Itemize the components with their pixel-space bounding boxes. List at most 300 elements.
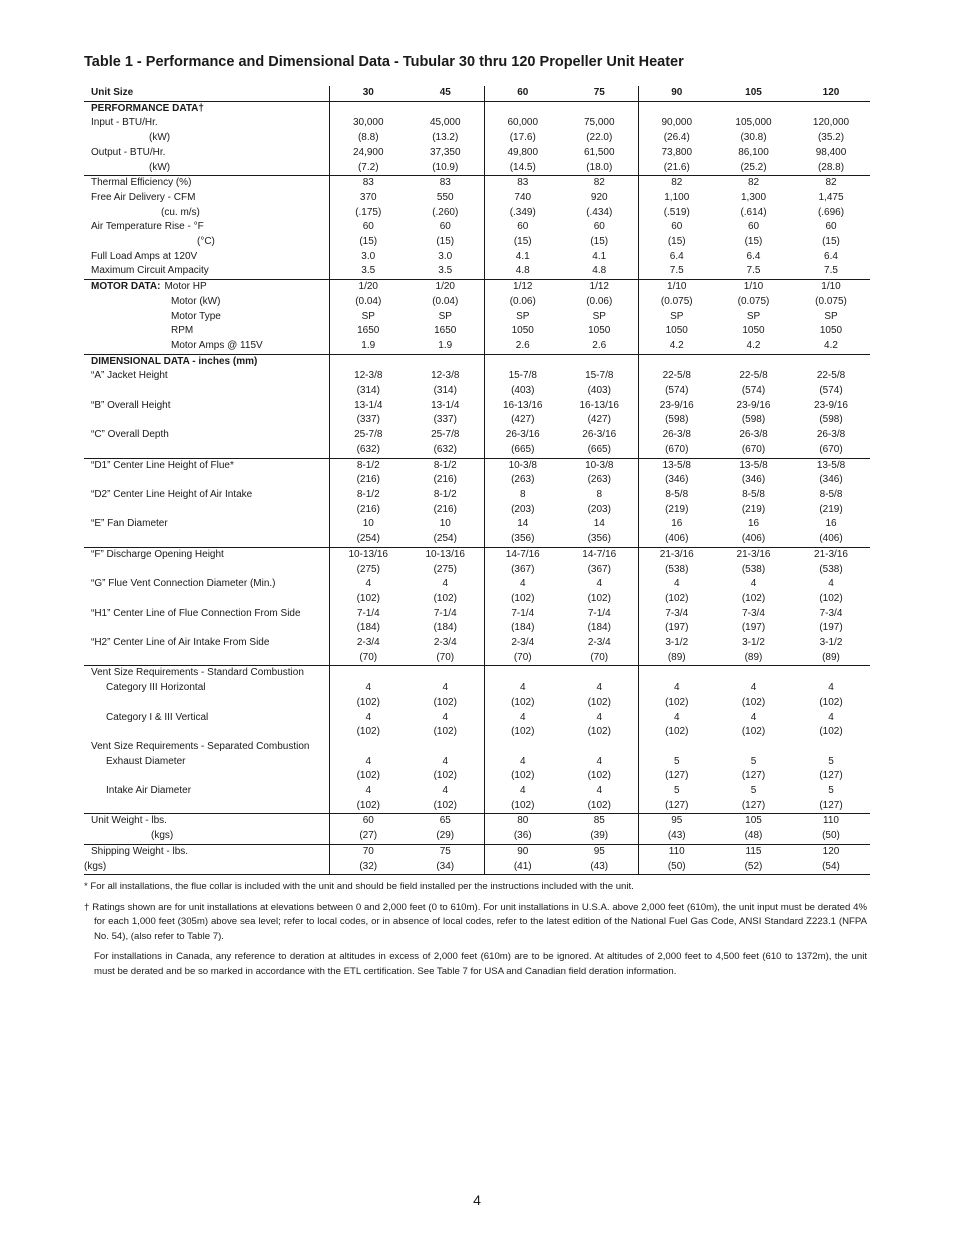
value-cell: 8-5/8	[742, 488, 765, 500]
value-cell	[329, 354, 407, 369]
row-label-text: Full Load Amps at 120V	[91, 250, 198, 262]
value-cell: 4.8	[592, 265, 607, 277]
value-cell: (102)	[484, 592, 561, 607]
table-row	[84, 636, 870, 651]
value-cell: SP	[638, 310, 715, 325]
value-cell: 23-9/16	[638, 399, 715, 414]
table-row	[84, 220, 870, 235]
value-cell: 60	[747, 221, 760, 233]
value-cell: (102)	[433, 726, 457, 738]
row-label-text: “C” Overall Depth	[91, 429, 169, 441]
value-cell: (.349)	[484, 206, 561, 221]
value-cell: SP	[592, 310, 606, 322]
value-cell: 80	[484, 814, 561, 829]
value-cell: (403)	[484, 384, 561, 399]
value-cell: 60	[825, 221, 837, 233]
value-cell: 60,000	[484, 116, 561, 131]
table-row	[84, 280, 870, 295]
value-cell: 16-13/16	[484, 399, 561, 414]
value-cell	[638, 740, 715, 755]
value-cell	[484, 666, 561, 681]
value-cell: (598)	[638, 413, 715, 428]
value-cell: 26-3/16	[582, 429, 617, 441]
value-cell: 4	[484, 681, 561, 696]
value-cell	[329, 666, 407, 681]
value-cell: (102)	[433, 799, 457, 811]
value-cell: (219)	[819, 503, 843, 515]
value-cell: (102)	[819, 726, 843, 738]
value-cell: (0.04)	[432, 295, 459, 307]
value-cell: (574)	[741, 385, 766, 397]
value-cell: 7-1/4	[329, 607, 407, 622]
row-label-text: Unit Weight - lbs.	[91, 815, 167, 827]
row-label-text: “H1” Center Line of Flue Connection From Side	[91, 607, 301, 619]
value-cell: 8	[484, 488, 561, 503]
row-label-text: Intake Air Diameter	[106, 785, 192, 797]
canada-note: For installations in Canada, any reference to deration at altitudes in excess of 2,000 feet (610m) are to be ignored. At altitudes of 2,000 feet to 4,500 feet (610 to 1372m), the unit must be derated and be so marked in accordance with the ETL certification. See Table 7 for USA and Canadian field deration information.	[94, 951, 867, 977]
value-cell: 14	[484, 517, 561, 532]
row-label	[84, 220, 329, 235]
value-cell: 105,000	[735, 117, 772, 129]
value-cell: (15)	[329, 235, 407, 250]
row-label-text: “D1” Center Line Height of Flue*	[91, 459, 234, 471]
value-cell: (15)	[436, 236, 455, 248]
value-cell: (70)	[436, 651, 455, 663]
value-cell: (36)	[484, 829, 561, 844]
value-cell: 1,100	[638, 191, 715, 206]
table-row	[84, 621, 870, 636]
value-cell: (406)	[638, 532, 715, 547]
row-label-text: Motor Type	[171, 310, 221, 322]
value-cell: 1050	[484, 324, 561, 339]
row-label	[84, 607, 329, 622]
row-label-text: “E” Fan Diameter	[91, 518, 168, 530]
value-cell: 60	[593, 221, 605, 233]
row-label	[84, 577, 329, 592]
value-cell: 15-7/8	[484, 369, 561, 384]
row-label-text: Output - BTU/Hr.	[91, 146, 166, 158]
row-label	[84, 146, 329, 161]
value-cell: 86,100	[738, 146, 769, 158]
value-cell: (27)	[329, 829, 407, 844]
value-cell: (263)	[587, 474, 611, 486]
value-cell: 60	[329, 814, 407, 829]
row-label	[84, 860, 329, 875]
value-cell: (0.075)	[638, 295, 715, 310]
value-cell: 5	[750, 785, 757, 797]
value-cell: 1/12	[484, 280, 561, 295]
table-row	[84, 577, 870, 592]
value-cell: 4.1	[592, 250, 607, 262]
value-cell: 1.9	[438, 339, 453, 351]
value-cell: (275)	[329, 563, 407, 578]
value-cell: (.614)	[740, 206, 767, 218]
row-label	[84, 696, 329, 711]
value-cell: (337)	[433, 414, 457, 426]
value-cell: 4.1	[484, 250, 561, 265]
row-label	[84, 369, 329, 384]
footnotes	[84, 880, 867, 986]
value-cell: (670)	[638, 443, 715, 458]
value-cell: 16	[747, 518, 760, 530]
row-label-text: Motor Amps @ 115V	[171, 339, 263, 351]
value-cell: (538)	[741, 563, 766, 575]
value-cell: 7-3/4	[638, 607, 715, 622]
value-cell: (574)	[638, 384, 715, 399]
row-label	[84, 829, 329, 844]
value-cell: 85	[561, 814, 638, 829]
value-cell: 26-3/8	[816, 429, 846, 441]
value-cell: 110	[638, 844, 715, 859]
value-cell	[638, 101, 715, 116]
size-header: 30	[329, 86, 407, 101]
value-cell: (406)	[741, 533, 766, 545]
value-cell: (21.6)	[638, 161, 715, 176]
table-row	[84, 116, 870, 131]
value-cell: 7-1/4	[587, 607, 611, 619]
value-cell: 6.4	[638, 250, 715, 265]
value-cell: (89)	[822, 651, 840, 663]
value-cell: 1050	[742, 325, 765, 337]
value-cell: (219)	[638, 503, 715, 518]
table-row	[84, 784, 870, 799]
row-label	[84, 458, 329, 473]
table-row	[84, 235, 870, 250]
row-label-text: Category III Horizontal	[106, 682, 206, 694]
value-cell: (184)	[587, 622, 611, 634]
row-label	[84, 116, 329, 131]
value-cell: (14.5)	[484, 161, 561, 176]
value-cell: 4	[828, 578, 834, 590]
value-cell: 4	[750, 711, 757, 723]
value-cell: 90	[484, 844, 561, 859]
value-cell: 1/20	[407, 280, 484, 295]
value-cell: 5	[828, 785, 834, 797]
table-row	[84, 384, 870, 399]
row-label-text: MOTOR DATA:	[91, 281, 161, 293]
row-label	[84, 206, 329, 221]
value-cell: 7-3/4	[819, 607, 843, 619]
row-label	[84, 131, 329, 146]
value-cell: 12-3/8	[329, 369, 407, 384]
value-cell: 13-5/8	[715, 458, 792, 473]
value-cell: (10.9)	[432, 161, 459, 173]
value-cell: 90,000	[638, 116, 715, 131]
value-cell: 1050	[819, 325, 843, 337]
value-cell: (35.2)	[817, 132, 845, 144]
value-cell: 60	[484, 220, 561, 235]
value-cell	[638, 354, 715, 369]
value-cell: (0.06)	[484, 295, 561, 310]
value-cell: 8-1/2	[329, 458, 407, 473]
table-row	[84, 176, 870, 191]
value-cell: 4	[596, 785, 603, 797]
table-row	[84, 563, 870, 578]
value-cell: 110	[792, 814, 870, 829]
row-label-text: Vent Size Requirements - Separated Combustion	[91, 740, 310, 752]
header-row	[84, 86, 870, 101]
value-cell: (263)	[484, 473, 561, 488]
page-number: 4	[473, 1192, 481, 1208]
row-label-text: (kW)	[149, 161, 171, 173]
row-label	[84, 264, 329, 279]
table-row	[84, 651, 870, 666]
row-label	[84, 354, 329, 369]
row-label	[84, 295, 329, 310]
value-cell: 4	[828, 682, 834, 694]
value-cell: 4	[442, 682, 449, 694]
value-cell: (0.075)	[815, 295, 847, 307]
value-cell	[561, 666, 638, 681]
value-cell: 4	[442, 578, 449, 590]
value-cell: 6.4	[746, 250, 761, 262]
value-cell: 1650	[434, 325, 457, 337]
value-cell: 1,475	[818, 191, 844, 203]
value-cell: 2.6	[592, 339, 607, 351]
value-cell: 45,000	[429, 117, 461, 129]
value-cell: 3-1/2	[638, 636, 715, 651]
value-cell: 25-7/8	[431, 429, 460, 441]
value-cell: 4	[596, 755, 603, 767]
value-cell: 22-5/8	[816, 370, 846, 382]
table-row	[84, 413, 870, 428]
value-cell: (34)	[407, 860, 484, 875]
value-cell: 14	[593, 518, 605, 530]
row-label-text: Thermal Efficiency (%)	[91, 177, 192, 189]
value-cell: (102)	[433, 696, 457, 708]
table-row	[84, 324, 870, 339]
value-cell: (574)	[819, 385, 843, 397]
value-cell: 60	[439, 221, 451, 233]
row-label	[84, 488, 329, 503]
value-cell: (356)	[587, 533, 611, 545]
value-cell: 14-7/16	[561, 547, 638, 562]
table-row	[84, 399, 870, 414]
value-cell: 8-1/2	[329, 488, 407, 503]
value-cell: (337)	[329, 413, 407, 428]
value-cell	[407, 740, 484, 755]
value-cell: 1650	[329, 324, 407, 339]
value-cell: 8-1/2	[407, 458, 484, 473]
table-row	[84, 814, 870, 829]
table-row	[84, 264, 870, 279]
value-cell: (7.2)	[329, 161, 407, 176]
value-cell: 7-1/4	[484, 607, 561, 622]
value-cell: (8.8)	[329, 131, 407, 146]
value-cell: (197)	[819, 622, 843, 634]
value-cell: 4.8	[484, 264, 561, 279]
value-cell: 4	[442, 711, 449, 723]
value-cell: 83	[484, 176, 561, 191]
value-cell: (102)	[329, 725, 407, 740]
value-cell: (203)	[587, 503, 611, 515]
value-cell: (538)	[638, 563, 715, 578]
value-cell: 2-3/4	[329, 636, 407, 651]
row-label-text: “G” Flue Vent Connection Diameter (Min.)	[91, 578, 276, 590]
value-cell: 8-1/2	[433, 488, 457, 500]
value-cell: 23-9/16	[736, 399, 771, 411]
value-cell: 83	[407, 176, 484, 191]
row-label	[84, 592, 329, 607]
value-cell: (102)	[741, 592, 766, 604]
value-cell: (70)	[329, 651, 407, 666]
value-cell: (15)	[822, 236, 840, 248]
value-cell: 3-1/2	[819, 637, 843, 649]
table-row	[84, 131, 870, 146]
value-cell	[715, 740, 792, 755]
row-label-text: “H2” Center Line of Air Intake From Side	[91, 637, 270, 649]
table-row	[84, 547, 870, 562]
value-cell: SP	[484, 310, 561, 325]
value-cell	[792, 354, 870, 369]
row-label	[84, 725, 329, 740]
value-cell: 10	[329, 517, 407, 532]
value-cell: (427)	[484, 413, 561, 428]
value-cell: 37,350	[429, 146, 461, 158]
value-cell: 21-3/16	[715, 547, 792, 562]
value-cell: (102)	[484, 769, 561, 784]
value-cell: (102)	[484, 725, 561, 740]
value-cell: 22-5/8	[638, 369, 715, 384]
row-label-text: (kgs)	[151, 830, 174, 842]
row-label	[84, 428, 329, 443]
value-cell: 3.0	[438, 250, 453, 262]
value-cell: 4	[329, 577, 407, 592]
value-cell: (102)	[819, 592, 843, 604]
value-cell: 1/10	[715, 280, 792, 295]
value-cell: 10	[439, 518, 451, 530]
value-cell: 49,800	[484, 146, 561, 161]
value-cell: (219)	[741, 503, 766, 515]
value-cell: SP	[438, 310, 452, 322]
value-cell: 5	[828, 755, 834, 767]
row-label-text: Free Air Delivery - CFM	[91, 191, 196, 203]
value-cell: 95	[638, 814, 715, 829]
value-cell: (670)	[741, 443, 766, 455]
value-cell: 8	[596, 488, 603, 500]
ratings-note: † Ratings shown are for unit installations at elevations between 0 and 2,000 feet (0 to 610m). For unit installations in U.S.A. above 2,000 feet (610m), the unit input must be derated 4% for each 1,000 feet (305m) above sea level; refer to local codes, or in absence of local codes, refer to the latest edition of the National Fuel Gas Code, ANSI Standard Z223.1 (NFPA No. 54), (also refer to Table 7).	[84, 901, 867, 942]
value-cell	[329, 101, 407, 116]
value-cell	[407, 666, 484, 681]
flue-collar-note: * For all installations, the flue collar is included with the unit and should be field installed per the instructions included with the unit.	[84, 881, 634, 892]
value-cell: (0.06)	[586, 295, 613, 307]
table-row	[84, 473, 870, 488]
value-cell: (127)	[741, 770, 766, 782]
table-row	[84, 799, 870, 814]
table-row	[84, 532, 870, 547]
value-cell: (184)	[329, 621, 407, 636]
table-row	[84, 666, 870, 681]
value-cell: 920	[590, 191, 608, 203]
table-row	[84, 206, 870, 221]
value-cell: (216)	[329, 473, 407, 488]
value-cell: 15-7/8	[585, 370, 614, 382]
row-label-text: Category I & III Vertical	[106, 711, 209, 723]
value-cell: 370	[329, 191, 407, 206]
table-row	[84, 517, 870, 532]
row-label	[84, 532, 329, 547]
table-row	[84, 860, 870, 875]
row-label	[84, 517, 329, 532]
value-cell: 7-3/4	[742, 607, 765, 619]
performance-data-table	[84, 86, 870, 875]
value-cell: (670)	[819, 443, 843, 455]
value-cell: 7.5	[746, 265, 761, 277]
value-cell: 10-13/16	[407, 547, 484, 562]
value-cell: (403)	[587, 385, 611, 397]
value-cell: 4	[638, 711, 715, 726]
value-cell: (15)	[484, 235, 561, 250]
value-cell: (102)	[329, 696, 407, 711]
row-label-text: Maximum Circuit Ampacity	[91, 265, 209, 277]
size-header: 105	[715, 86, 792, 101]
value-cell: (70)	[484, 651, 561, 666]
value-cell: (102)	[587, 770, 611, 782]
value-cell: 8-5/8	[638, 488, 715, 503]
row-label-text: Exhaust Diameter	[106, 755, 186, 767]
row-label-text: RPM	[171, 325, 194, 337]
value-cell: 3-1/2	[742, 637, 765, 649]
value-cell: (102)	[587, 696, 611, 708]
value-cell: (102)	[433, 770, 457, 782]
value-cell: 26-3/16	[484, 428, 561, 443]
value-cell: (203)	[484, 503, 561, 518]
row-label	[84, 814, 329, 829]
value-cell: (367)	[587, 563, 611, 575]
value-cell: (427)	[587, 414, 611, 426]
row-label	[84, 473, 329, 488]
value-cell: (29)	[436, 830, 455, 842]
row-label	[84, 666, 329, 681]
table-row	[84, 769, 870, 784]
row-label	[84, 176, 329, 191]
value-cell: (314)	[433, 385, 457, 397]
value-cell: (25.2)	[740, 161, 767, 173]
value-cell: (32)	[329, 860, 407, 875]
row-label-text: (kW)	[149, 132, 171, 144]
value-cell: (.434)	[586, 206, 613, 218]
value-cell	[561, 101, 638, 116]
row-label	[84, 636, 329, 651]
value-cell: 60	[638, 220, 715, 235]
size-header: 60	[484, 86, 561, 101]
value-cell: (.175)	[329, 206, 407, 221]
value-cell: (41)	[484, 860, 561, 875]
row-label	[84, 161, 329, 176]
value-cell: 1/10	[792, 280, 870, 295]
value-cell: 120	[792, 844, 870, 859]
table-row	[84, 696, 870, 711]
value-cell: 4.2	[638, 339, 715, 354]
value-cell: (102)	[741, 726, 766, 738]
table-body	[84, 101, 870, 875]
value-cell: (254)	[433, 533, 457, 545]
value-cell: 4	[329, 784, 407, 799]
value-cell: (.519)	[638, 206, 715, 221]
value-cell: (102)	[587, 799, 611, 811]
value-cell: (538)	[819, 563, 843, 575]
value-cell: 13-5/8	[638, 458, 715, 473]
value-cell: 1/20	[329, 280, 407, 295]
row-label	[84, 235, 329, 250]
table-title: Table 1 - Performance and Dimensional Data - Tubular 30 thru 120 Propeller Unit Heater	[84, 54, 684, 70]
row-label	[84, 503, 329, 518]
row-label	[84, 399, 329, 414]
value-cell: (102)	[329, 799, 407, 814]
row-label	[84, 799, 329, 814]
value-cell: 75	[407, 844, 484, 859]
value-cell: (89)	[744, 651, 763, 663]
